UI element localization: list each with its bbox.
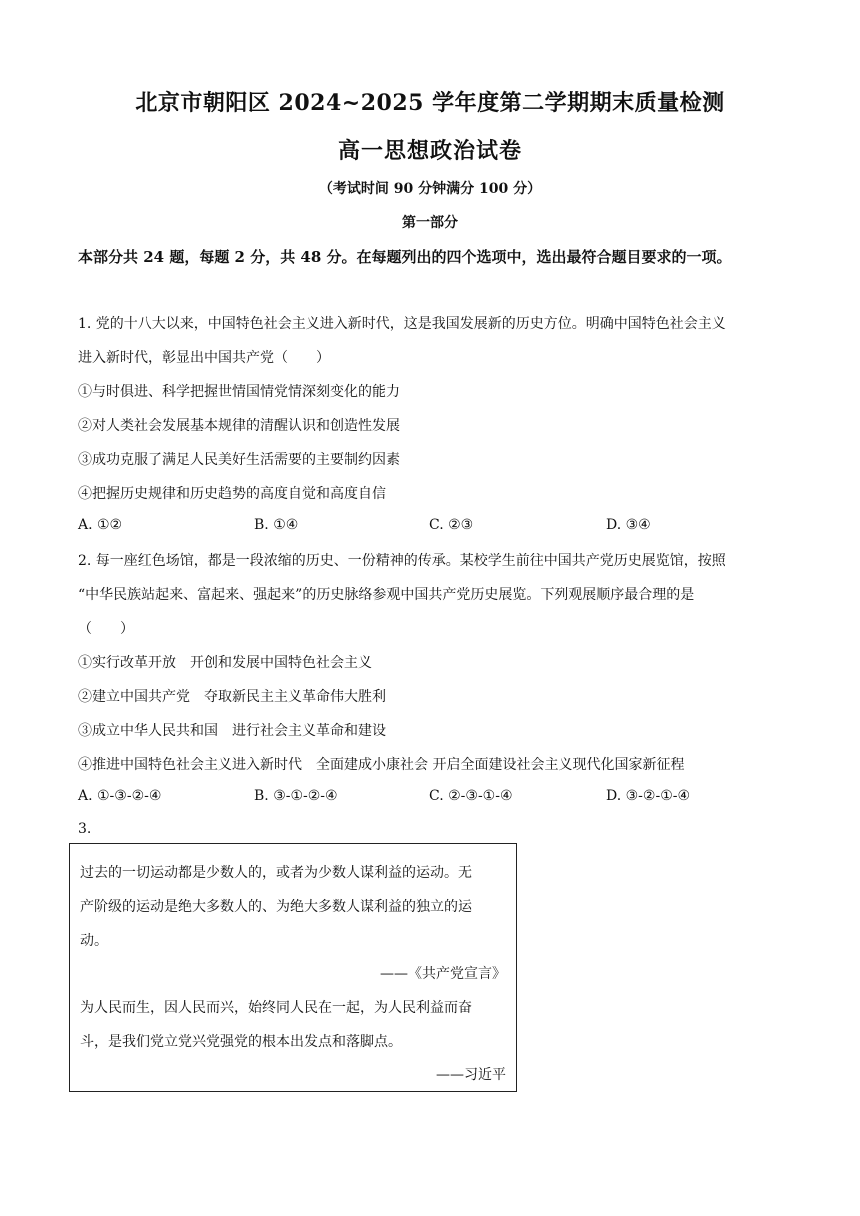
quote2-source: ——习近平 [436, 1067, 506, 1083]
q2-option-a: A. ①-③-②-④ [78, 788, 162, 804]
q1-stem-line2: 进入新时代，彰显出中国共产党（ ） [78, 350, 330, 366]
quote2-line1: 为人民而生，因人民而兴，始终同人民在一起，为人民利益而奋 [80, 1000, 472, 1016]
q1-item-1: ①与时俱进、科学把握世情国情党情深刻变化的能力 [78, 384, 400, 400]
q2-stem-line3: （ ） [78, 621, 134, 637]
quote1-line3: 动。 [80, 933, 108, 949]
quote1-source: ——《共产党宣言》 [380, 966, 506, 982]
q2-item-4: ④推进中国特色社会主义进入新时代 全面建成小康社会 开启全面建设社会主义现代化国家新征程 [78, 757, 685, 773]
q2-item-2: ②建立中国共产党 夺取新民主主义革命伟大胜利 [78, 689, 386, 705]
q1-stem-line1: 1. 党的十八大以来，中国特色社会主义进入新时代，这是我国发展新的历史方位。明确中国特色社会主义 [78, 316, 726, 332]
q3-quote-box [69, 843, 517, 1092]
exam-subtitle: 高一思想政治试卷 [337, 138, 522, 164]
exam-title: 北京市朝阳区 2024~2025 学年度第二学期期末质量检测 [135, 90, 725, 116]
q1-option-a: A. ①② [78, 517, 123, 533]
part-instruction: 本部分共 24 题，每题 2 分，共 48 分。在每题列出的四个选项中，选出最符合题目要求的一项。 [78, 248, 732, 266]
q3-number: 3. [78, 821, 92, 837]
q1-item-2: ②对人类社会发展基本规律的清醒认识和创造性发展 [78, 418, 400, 434]
q1-option-b: B. ①④ [254, 517, 299, 533]
q2-option-c: C. ②-③-①-④ [429, 788, 513, 804]
q1-item-3: ③成功克服了满足人民美好生活需要的主要制约因素 [78, 452, 400, 468]
q2-stem-line2: “中华民族站起来、富起来、强起来”的历史脉络参观中国共产党历史展览。下列观展顺序最合理的是 [78, 587, 695, 603]
quote1-line2: 产阶级的运动是绝大多数人的、为绝大多数人谋利益的独立的运 [80, 899, 472, 915]
part-title: 第一部分 [402, 215, 458, 231]
q1-option-d: D. ③④ [606, 517, 651, 533]
exam-time-info: （考试时间 90 分钟满分 100 分） [318, 181, 542, 197]
q2-option-d: D. ③-②-①-④ [606, 788, 691, 804]
q1-item-4: ④把握历史规律和历史趋势的高度自觉和高度自信 [78, 486, 386, 502]
q2-item-1: ①实行改革开放 开创和发展中国特色社会主义 [78, 655, 372, 671]
q1-option-c: C. ②③ [429, 517, 474, 533]
q2-stem-line1: 2. 每一座红色场馆，都是一段浓缩的历史、一份精神的传承。某校学生前往中国共产党历史展览馆，按照 [78, 553, 726, 569]
quote1-line1: 过去的一切运动都是少数人的，或者为少数人谋利益的运动。无 [80, 865, 472, 881]
q2-option-b: B. ③-①-②-④ [254, 788, 338, 804]
q2-item-3: ③成立中华人民共和国 进行社会主义革命和建设 [78, 723, 386, 739]
quote2-line2: 斗，是我们党立党兴党强党的根本出发点和落脚点。 [80, 1034, 402, 1050]
